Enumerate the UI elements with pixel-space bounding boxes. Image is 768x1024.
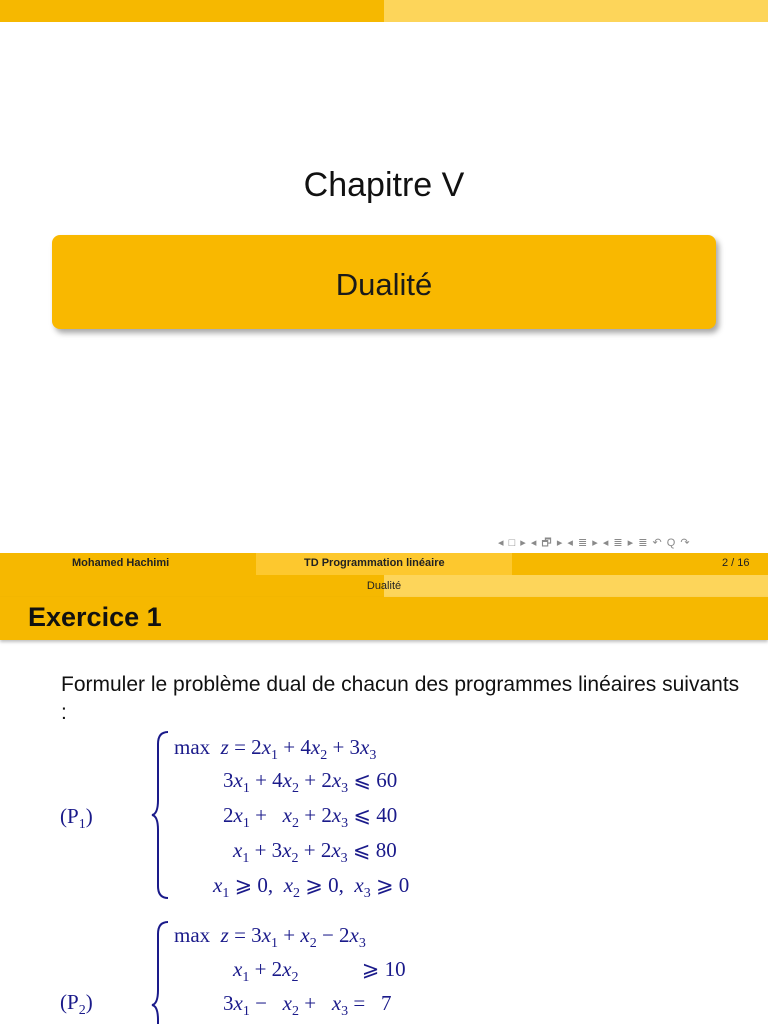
footline — [0, 553, 768, 575]
p1-objective: $\max z = 2x_1 + 4x_2 + 3x_3$ — [174, 735, 377, 764]
p1-constraint-2: $2x_1 + x_2 + 2x_3$ ⩽ 40 — [223, 803, 398, 832]
p1-constraint-3: $x_1 + 3x_2 + 2x_3$ ⩽ 80 — [233, 838, 397, 867]
section-name: Dualité — [366, 580, 402, 592]
p2-brace-icon — [150, 920, 172, 1024]
footline-author-cell — [0, 553, 256, 575]
frame-title-bar — [0, 597, 768, 640]
p1-brace-icon — [150, 730, 172, 900]
title-block — [52, 235, 716, 329]
p1-nonnegativity: $x_1$ ⩾ 0, $x_2$ ⩾ 0, $x_3$ ⩾ 0 — [213, 873, 410, 902]
slide-title: Dualité — [335, 267, 433, 302]
p2-constraint-1: $x_1 + 2x_2$ ⩾ 10 — [233, 957, 406, 986]
footline-course-cell — [256, 553, 512, 575]
header-bar-right — [384, 0, 768, 22]
section-bar — [0, 575, 768, 597]
p1-label: $(P_1)$ — [60, 804, 93, 833]
footer-author: Mohamed Hachimi — [72, 557, 170, 569]
footline-page-cell — [512, 553, 768, 575]
chapter-title: Chapitre V — [303, 166, 465, 204]
nav-icons[interactable]: ◂ □ ▸ ◂ 🗗 ▸ ◂ ≣ ▸ ◂ ≣ ▸ ≣ ↶ Q ↷ — [498, 537, 691, 549]
footer-page-number: 2 / 16 — [722, 557, 750, 569]
p1-constraint-1: $3x_1 + 4x_2 + 2x_3$ ⩽ 60 — [223, 768, 398, 797]
header-bar — [0, 0, 768, 22]
header-bar-left — [0, 0, 384, 22]
exercise-instructions: Formuler le problème dual de chacun des programmes linéaires suivants : — [61, 673, 740, 724]
p2-label: $(P_2)$ — [60, 990, 93, 1019]
p2-objective: $\max z = 3x_1 + x_2 - 2x_3$ — [174, 923, 366, 952]
frame-title: Exercice 1 — [28, 602, 162, 632]
p2-constraint-2: $3x_1 - x_2 + x_3 = 7$ — [223, 991, 392, 1020]
navigation-symbols[interactable] — [498, 534, 691, 553]
footer-course: TD Programmation linéaire — [304, 557, 445, 569]
